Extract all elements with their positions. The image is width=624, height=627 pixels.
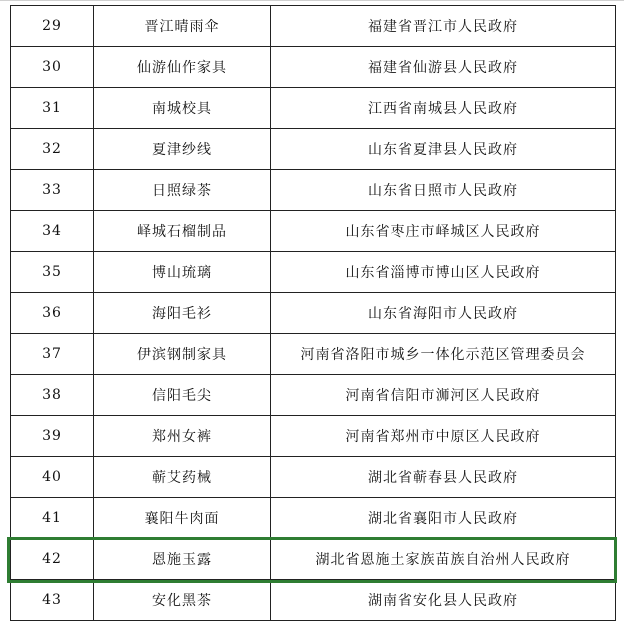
government-name: 山东省夏津县人民政府 — [271, 129, 616, 170]
table-row-highlighted — [11, 539, 616, 580]
brand-name: 信阳毛尖 — [94, 375, 271, 416]
row-number: 41 — [11, 498, 94, 539]
table-row — [11, 334, 616, 375]
table-row — [11, 47, 616, 88]
row-number: 42 — [11, 539, 94, 580]
brand-name: 仙游仙作家具 — [94, 47, 271, 88]
row-number: 35 — [11, 252, 94, 293]
brand-name: 博山琉璃 — [94, 252, 271, 293]
row-number: 36 — [11, 293, 94, 334]
page-top-rule — [0, 0, 624, 1]
brand-name: 襄阳牛肉面 — [94, 498, 271, 539]
row-number: 43 — [11, 580, 94, 621]
government-name: 江西省南城县人民政府 — [271, 88, 616, 129]
brand-name: 晋江晴雨伞 — [94, 6, 271, 47]
table-row — [11, 580, 616, 621]
brand-name: 恩施玉露 — [94, 539, 271, 580]
government-name: 河南省郑州市中原区人民政府 — [271, 416, 616, 457]
table-row — [11, 457, 616, 498]
table-row — [11, 88, 616, 129]
row-number: 37 — [11, 334, 94, 375]
brand-name: 日照绿茶 — [94, 170, 271, 211]
row-number: 38 — [11, 375, 94, 416]
brand-name: 南城校具 — [94, 88, 271, 129]
government-name: 湖南省安化县人民政府 — [271, 580, 616, 621]
table-row — [11, 416, 616, 457]
row-number: 33 — [11, 170, 94, 211]
government-name: 福建省仙游县人民政府 — [271, 47, 616, 88]
government-name: 福建省晋江市人民政府 — [271, 6, 616, 47]
government-name: 山东省枣庄市峄城区人民政府 — [271, 211, 616, 252]
table-row — [11, 252, 616, 293]
government-name: 湖北省襄阳市人民政府 — [271, 498, 616, 539]
government-name: 湖北省恩施土家族苗族自治州人民政府 — [271, 539, 616, 580]
government-name: 湖北省蕲春县人民政府 — [271, 457, 616, 498]
government-name: 河南省洛阳市城乡一体化示范区管理委员会 — [271, 334, 616, 375]
brand-name: 海阳毛衫 — [94, 293, 271, 334]
brand-name: 蕲艾药械 — [94, 457, 271, 498]
table-row — [11, 6, 616, 47]
row-number: 30 — [11, 47, 94, 88]
brand-table — [10, 5, 616, 621]
brand-name: 郑州女裤 — [94, 416, 271, 457]
brand-name: 夏津纱线 — [94, 129, 271, 170]
table-row — [11, 293, 616, 334]
row-number: 39 — [11, 416, 94, 457]
table-row — [11, 375, 616, 416]
brand-name: 伊滨钢制家具 — [94, 334, 271, 375]
table-row — [11, 170, 616, 211]
brand-name: 安化黑茶 — [94, 580, 271, 621]
government-name: 河南省信阳市浉河区人民政府 — [271, 375, 616, 416]
row-number: 31 — [11, 88, 94, 129]
row-number: 32 — [11, 129, 94, 170]
row-number: 34 — [11, 211, 94, 252]
table-row — [11, 129, 616, 170]
government-name: 山东省淄博市博山区人民政府 — [271, 252, 616, 293]
row-number: 29 — [11, 6, 94, 47]
government-name: 山东省日照市人民政府 — [271, 170, 616, 211]
brand-name: 峄城石榴制品 — [94, 211, 271, 252]
row-number: 40 — [11, 457, 94, 498]
government-name: 山东省海阳市人民政府 — [271, 293, 616, 334]
table-row — [11, 211, 616, 252]
table-row — [11, 498, 616, 539]
